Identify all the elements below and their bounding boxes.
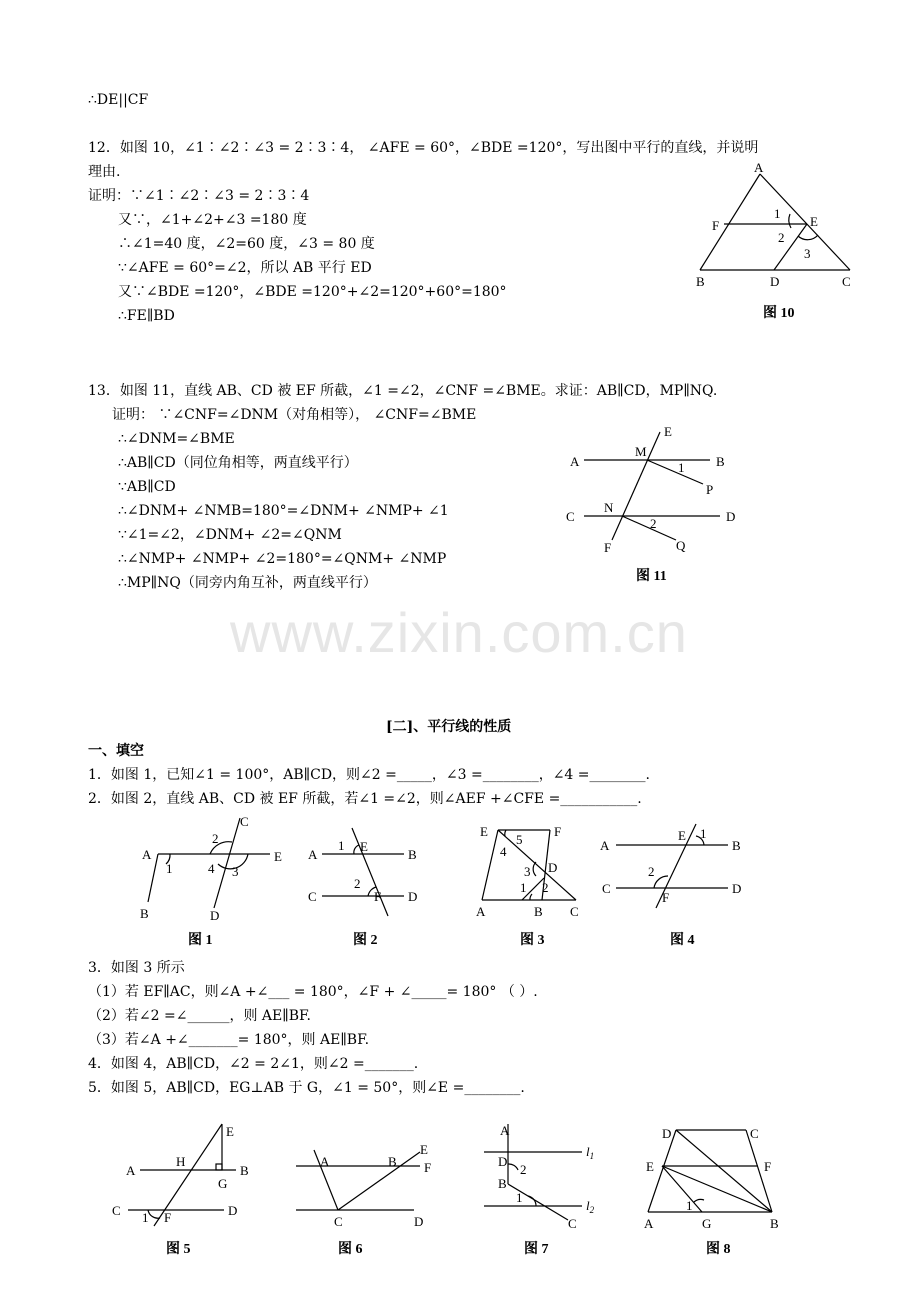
angle-4-label: 4	[208, 861, 215, 876]
label-A: A	[570, 454, 580, 469]
figure-2	[302, 820, 432, 920]
q12-proof-line: 又∵∠BDE =120°，∠BDE =120°+∠2=120°+60°=180°	[118, 284, 507, 300]
label-C: C	[570, 904, 579, 919]
label-D: D	[210, 908, 220, 923]
figure-10-caption: 图 10	[763, 306, 795, 321]
q13-proof-line: ∴MP∥NQ（同旁内角互补，两直线平行）	[118, 575, 377, 591]
figure-3	[470, 818, 590, 924]
angle-2-label: 2	[520, 1162, 527, 1177]
q13-proof-line: ∴AB∥CD（同位角相等，两直线平行）	[118, 455, 358, 471]
angle-1-label: 1	[678, 460, 685, 475]
label-D: D	[228, 1203, 238, 1218]
label-E: E	[664, 424, 672, 439]
figure-8-caption: 图 8	[706, 1242, 731, 1257]
q12-proof-line: ∵∠AFE = 60°=∠2，所以 AB 平行 ED	[118, 260, 372, 276]
line-l2-label: $l_2$	[586, 1198, 595, 1215]
label-C: C	[842, 274, 851, 289]
angle-2-label: 2	[778, 230, 785, 245]
label-C: C	[568, 1216, 577, 1231]
angle-1-label: 1	[516, 1190, 523, 1205]
figure-10	[690, 158, 870, 298]
label-B: B	[408, 847, 417, 862]
label-A: A	[308, 847, 318, 862]
label-C: C	[750, 1126, 759, 1141]
angle-3-label: 3	[524, 864, 531, 879]
label-F: F	[764, 1159, 772, 1174]
label-C: C	[566, 509, 575, 524]
label-D: D	[726, 509, 736, 524]
label-B: B	[240, 1163, 249, 1178]
figure-11	[560, 420, 750, 560]
figure-6	[286, 1136, 446, 1236]
question-2: 2．如图 2，直线 AB、CD 被 EF 所截，若∠1 =∠2，则∠AEF +∠CFE =___________.	[88, 791, 642, 807]
figure-7	[478, 1118, 608, 1230]
label-C: C	[308, 889, 317, 904]
angle-2-label: 2	[542, 880, 549, 895]
label-B: B	[388, 1154, 397, 1169]
label-B: B	[534, 904, 543, 919]
label-E: E	[226, 1124, 234, 1139]
figure-3-caption: 图 3	[520, 933, 545, 948]
label-D: D	[662, 1126, 672, 1141]
label-D: D	[414, 1214, 424, 1229]
label-A: A	[600, 838, 610, 853]
q13-proof-line: ∴∠NMP+ ∠NMP+ ∠2=180°=∠QNM+ ∠NMP	[118, 551, 447, 567]
label-A: A	[320, 1154, 330, 1169]
label-B: B	[498, 1176, 507, 1191]
angle-1-label: 1	[686, 1198, 693, 1213]
angle-1-label: 1	[520, 880, 527, 895]
angle-2-label: 2	[648, 864, 655, 879]
label-F: F	[164, 1210, 172, 1225]
label-A: A	[476, 904, 486, 919]
label-C: C	[602, 881, 611, 896]
label-D: D	[498, 1154, 508, 1169]
q13-proof-line: ∴∠DNM+ ∠NMB=180°=∠DNM+ ∠NMP+ ∠1	[118, 503, 449, 519]
label-D: D	[770, 274, 780, 289]
label-E: E	[810, 214, 818, 229]
label-F: F	[712, 218, 720, 233]
q12-proof-line: 又∵，∠1+∠2+∠3 =180 度	[118, 212, 307, 228]
figure-6-caption: 图 6	[338, 1242, 363, 1257]
q12-proof-line: ∴FE∥BD	[118, 308, 175, 324]
part-heading: 一、填空	[88, 743, 144, 759]
watermark: www.zixin.com.cn	[230, 601, 688, 664]
section-title: [二]、平行线的性质	[386, 719, 512, 735]
label-E: E	[678, 828, 686, 843]
question-4: 4．如图 4，AB∥CD，∠2 = 2∠1，则∠2 =_______.	[88, 1056, 419, 1072]
angle-3-label: 3	[804, 246, 811, 261]
q13-proof-line: ∵∠1=∠2，∠DNM+ ∠2=∠QNM	[118, 527, 342, 543]
label-D: D	[732, 881, 742, 896]
angle-4-label: 4	[500, 844, 507, 859]
figure-8	[640, 1120, 790, 1232]
label-E: E	[420, 1142, 428, 1157]
question-3-part-3: （3）若∠A +∠_______= 180°，则 AE∥BF.	[88, 1032, 370, 1048]
label-E: E	[646, 1159, 654, 1174]
label-E: E	[274, 849, 282, 864]
label-H: H	[176, 1154, 186, 1169]
label-G: G	[702, 1216, 712, 1231]
label-F: F	[604, 540, 612, 555]
question-1: 1．如图 1，已知∠1 = 100°，AB∥CD，则∠2 =_____，∠3 =________，∠4 =________.	[88, 767, 650, 783]
q13-proof-line: ∴∠DNM=∠BME	[118, 431, 235, 447]
label-F: F	[554, 824, 562, 839]
figure-7-caption: 图 7	[524, 1242, 549, 1257]
q12-proof-line: ∴∠1=40 度，∠2=60 度，∠3 = 80 度	[118, 236, 375, 252]
angle-1-label: 1	[774, 206, 781, 221]
label-P: P	[706, 482, 714, 497]
angle-1-label: 1	[142, 1210, 149, 1225]
label-C: C	[334, 1214, 343, 1229]
angle-1-label: 1	[338, 838, 345, 853]
label-F: F	[424, 1160, 432, 1175]
top-line: ∴DE||CF	[88, 92, 149, 108]
q13-stem: 13．如图 11，直线 AB、CD 被 EF 所截，∠1 =∠2，∠CNF =∠BME。求证：AB∥CD，MP∥NQ.	[88, 383, 718, 399]
figure-11-caption: 图 11	[636, 569, 667, 584]
label-D: D	[408, 889, 418, 904]
figure-4	[596, 820, 766, 920]
label-B: B	[140, 906, 149, 921]
label-E: E	[360, 839, 368, 854]
angle-2-label: 2	[354, 876, 361, 891]
label-B: B	[732, 838, 741, 853]
q13-proof-line: 证明： ∵∠CNF=∠DNM（对角相等）， ∠CNF=∠BME	[112, 407, 477, 423]
angle-2-label: 2	[650, 516, 657, 531]
figure-1	[130, 812, 300, 924]
figure-2-caption: 图 2	[353, 933, 378, 948]
label-A: A	[644, 1216, 654, 1231]
label-A: A	[754, 160, 764, 175]
label-Q: Q	[676, 538, 686, 553]
label-F: F	[662, 890, 670, 905]
label-A: A	[500, 1123, 510, 1138]
q13-proof-line: ∵AB∥CD	[118, 479, 176, 495]
angle-3-label: 3	[232, 864, 239, 879]
label-C: C	[240, 814, 249, 829]
label-B: B	[716, 454, 725, 469]
q12-stem-cont: 理由.	[88, 164, 121, 180]
label-M: M	[635, 444, 647, 459]
question-5: 5．如图 5，AB∥CD，EG⊥AB 于 G，∠1 = 50°，则∠E =________.	[88, 1080, 525, 1096]
label-B: B	[770, 1216, 779, 1231]
label-B: B	[696, 274, 705, 289]
line-l1-label: $l_1$	[586, 1144, 595, 1161]
label-E: E	[480, 824, 488, 839]
angle-1-label: 1	[166, 861, 173, 876]
question-3-part-2: （2）若∠2 =∠______，则 AE∥BF.	[88, 1008, 311, 1024]
label-G: G	[218, 1176, 228, 1191]
question-3-part-1: （1）若 EF∥AC，则∠A +∠___ = 180°，∠F + ∠_____= 180° （ ）.	[88, 984, 538, 1000]
angle-1-label: 1	[700, 826, 707, 841]
figure-5	[108, 1118, 258, 1230]
angle-5-label: 5	[516, 832, 523, 847]
label-N: N	[604, 500, 614, 515]
label-A: A	[126, 1163, 136, 1178]
label-C: C	[112, 1203, 121, 1218]
figure-1-caption: 图 1	[188, 933, 213, 948]
label-D: D	[548, 860, 558, 875]
figure-5-caption: 图 5	[166, 1242, 191, 1257]
q12-stem: 12．如图 10，∠1∶∠2∶∠3 = 2∶3∶4， ∠AFE = 60°，∠BDE =120°，写出图中平行的直线，并说明	[88, 140, 759, 156]
figure-4-caption: 图 4	[670, 933, 695, 948]
angle-2-label: 2	[212, 831, 219, 846]
question-3: 3．如图 3 所示	[88, 960, 185, 976]
label-A: A	[142, 847, 152, 862]
q12-proof-line: 证明：∵∠1∶∠2∶∠3 = 2∶3∶4	[88, 188, 310, 204]
label-F: F	[374, 889, 382, 904]
